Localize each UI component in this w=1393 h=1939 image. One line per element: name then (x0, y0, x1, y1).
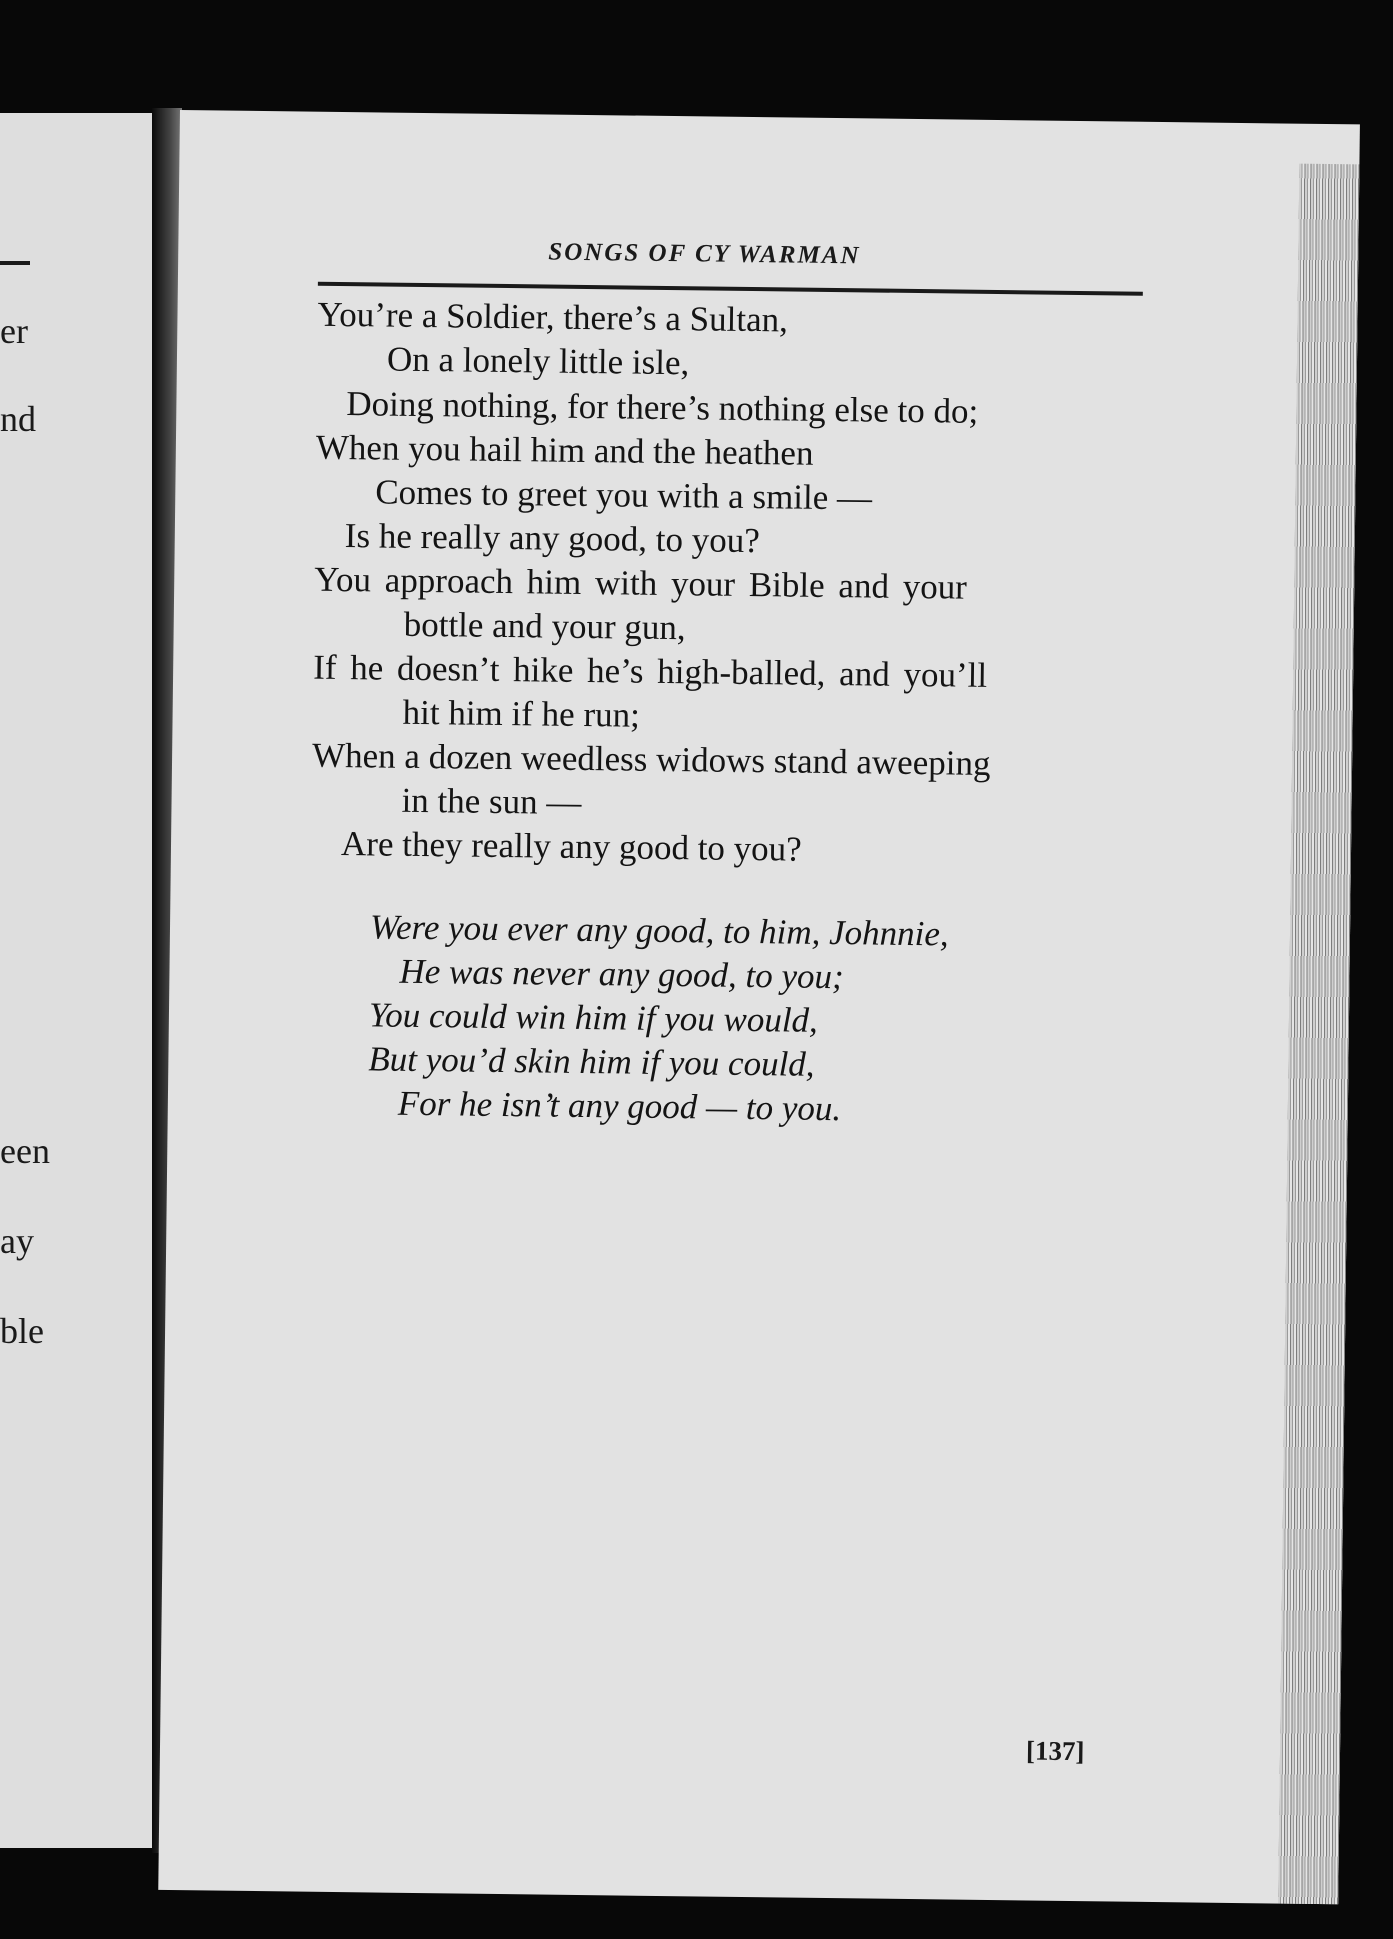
poem-line: On a lonely little isle, (386, 339, 690, 383)
running-head: SONGS OF CY WARMAN (548, 238, 861, 270)
right-page (158, 110, 1360, 1904)
chorus-line: But you’d skin him if you could, (368, 1039, 815, 1084)
poem-line: Is he really any good, to you? (344, 516, 761, 561)
chorus-line: Were you ever any good, to him, Johnnie, (369, 907, 949, 954)
poem-line: Are they really any good to you? (340, 824, 802, 869)
poem-line: hit him if he run; (402, 692, 641, 735)
left-page (0, 113, 170, 1848)
left-page-fragment: er (0, 311, 28, 351)
poem-line: Doing nothing, for there’s nothing else to do; (346, 384, 979, 431)
poem-line: in the sun — (401, 780, 582, 822)
poem (178, 294, 1178, 1129)
page-number: [137] (1025, 1735, 1085, 1767)
stanza (178, 294, 1178, 869)
left-page-rule (0, 261, 30, 265)
poem-line: Comes to greet you with a smile — (375, 472, 873, 518)
chorus-line: For he isn’t any good — to you. (397, 1083, 842, 1129)
running-head-rule (318, 282, 1143, 296)
poem-line: When a dozen weedless widows stand aweeping (311, 735, 991, 783)
poem-line: You approach him with your Bible and your (314, 559, 968, 607)
left-page-fragment: nd (0, 399, 36, 439)
page-edge (1278, 164, 1359, 1905)
chorus-line: He was never any good, to you; (399, 951, 844, 997)
poem-line: bottle and your gun, (403, 604, 686, 648)
poem-line: You’re a Soldier, there’s a Sultan, (317, 294, 789, 340)
poem-line: When you hail him and the heathen (315, 427, 814, 473)
left-page-fragment: ay (0, 1221, 34, 1261)
left-page-fragment: een (0, 1131, 50, 1171)
chorus-line: You could win him if you would, (368, 995, 819, 1040)
left-page-fragment: ble (0, 1311, 44, 1351)
poem-line: If he doesn’t hike he’s high-balled, and you’ll (312, 647, 988, 695)
